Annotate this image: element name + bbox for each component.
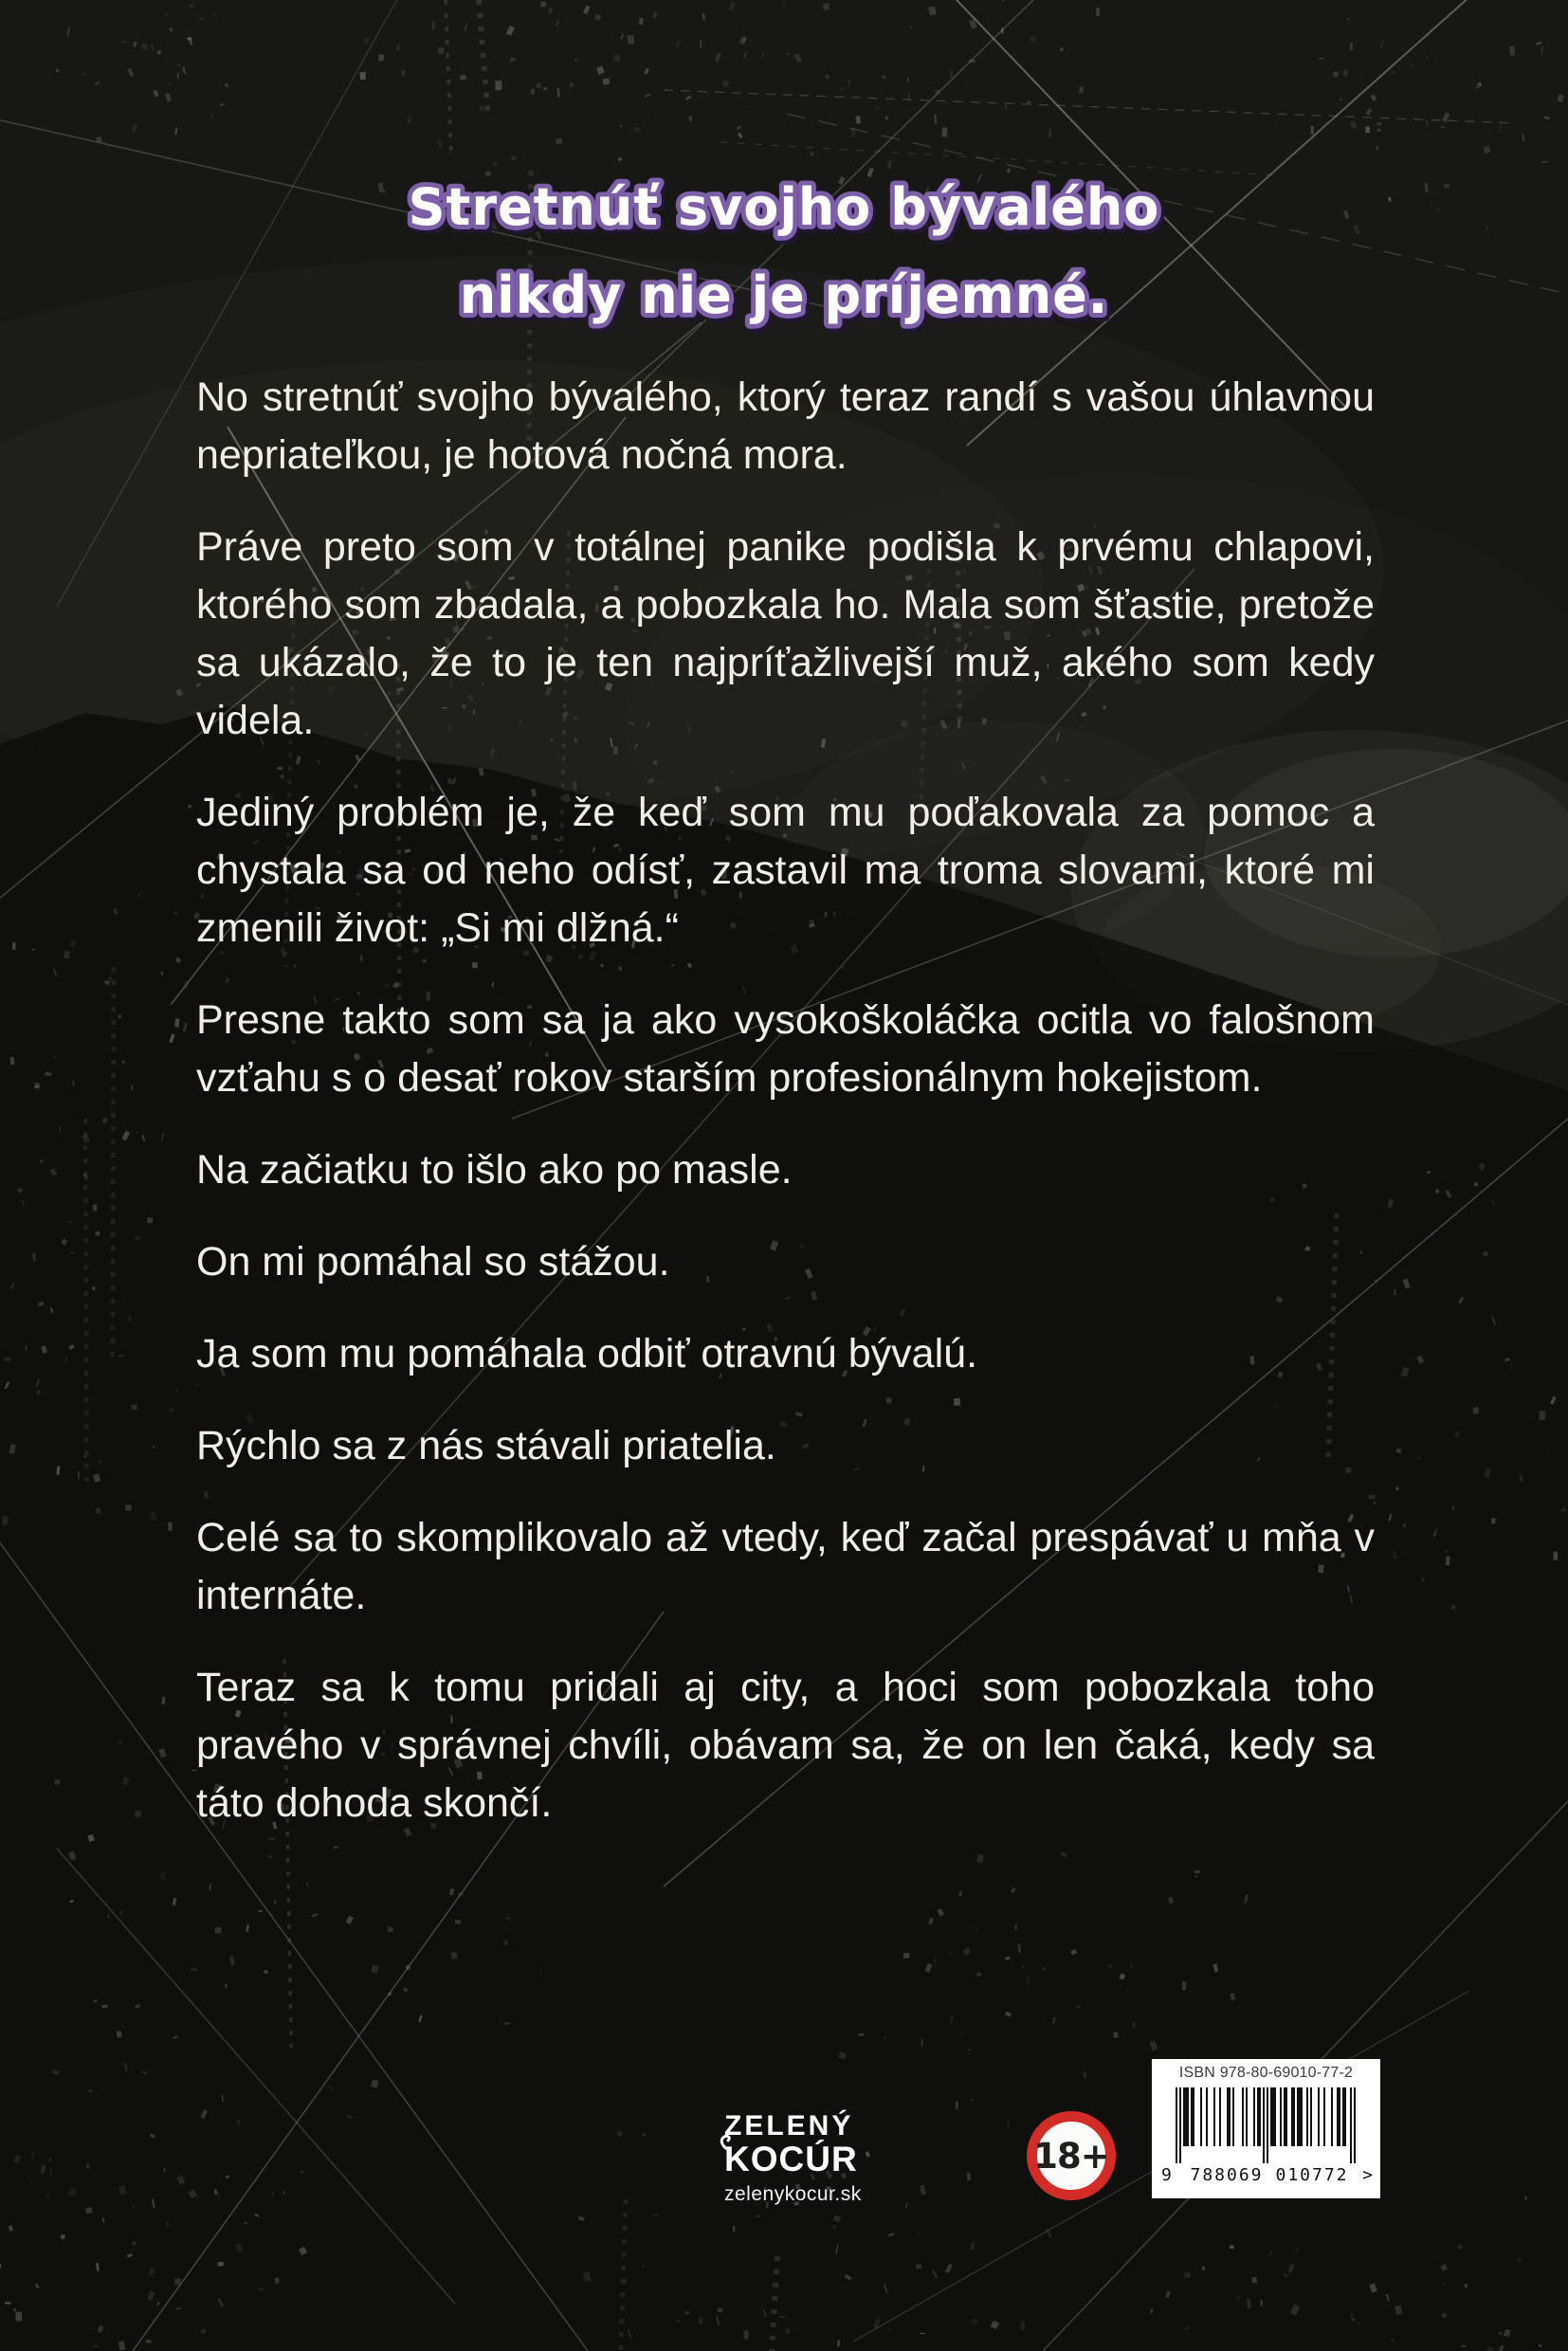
blurb-paragraph: Práve preto som v totálnej panike podišla k prvému chlapovi, ktorého som zbadala, a pobozkala ho. Mala som šťastie, pretože sa ukázalo, že to je ten najpríťažlivejší muž, akého som kedy videla.	[196, 524, 1375, 743]
blurb-paragraph: No stretnúť svojho bývalého, ktorý teraz randí s vašou úhlavnou nepriateľkou, je hotová nočná mora.	[196, 374, 1375, 478]
blurb-paragraph: Celé sa to skomplikovalo až vtedy, keď začal prespávať u mňa v internáte.	[196, 1515, 1375, 1618]
isbn-box	[1152, 2059, 1380, 2198]
barcode	[1161, 2082, 1371, 2192]
blurb-paragraph: Presne takto som sa ja ako vysokoškoláčka ocitla vo falošnom vzťahu s o desať rokov starším profesionálnym hokejistom.	[196, 997, 1375, 1101]
cat-tail-curl-icon	[718, 2133, 735, 2152]
publisher-name-line2	[724, 2141, 866, 2177]
barcode-digits-group1: 788069	[1190, 2165, 1264, 2185]
blurb-paragraph: Na začiatku to išlo ako po masle.	[196, 1147, 793, 1193]
barcode-end-mark: >	[1362, 2165, 1373, 2185]
age-rating-badge	[1027, 2111, 1116, 2200]
publisher-name-line1: ZELENÝ	[724, 2110, 854, 2141]
blurb-paragraph: Rýchlo sa z nás stávali priatelia.	[196, 1423, 776, 1468]
publisher-name-text: KOCÚR	[724, 2140, 858, 2178]
isbn-label: ISBN 978-80-69010-77-2	[1178, 2065, 1354, 2081]
barcode-digits-group2: 010772	[1275, 2165, 1349, 2185]
barcode-digit-first: 9	[1161, 2165, 1172, 2185]
barcode-digits	[1161, 2165, 1371, 2188]
headline-line-1: Stretnúť svojho bývalého	[408, 177, 1160, 237]
headline	[0, 0, 1568, 398]
publisher-logo	[724, 2112, 866, 2206]
age-rating-label: 18+	[1033, 2135, 1109, 2177]
headline-line-2: nikdy nie je príjemné.	[459, 265, 1109, 325]
blurb-text	[196, 369, 1375, 1867]
blurb-paragraph: Teraz sa k tomu pridali aj city, a hoci som pobozkala toho pravého v správnej chvíli, obávam sa, že on len čaká, kedy sa táto dohoda skončí.	[196, 1665, 1375, 1826]
blurb-paragraph: Jediný problém je, že keď som mu poďakovala za pomoc a chystala sa od neho odísť, zastavil ma troma slovami, ktoré mi zmenili život: „Si mi dlžná.“	[196, 790, 1375, 951]
blurb-paragraph: Ja som mu pomáhala odbiť otravnú bývalú.	[196, 1331, 978, 1376]
publisher-website: zelenykocur.sk	[724, 2183, 862, 2205]
blurb-paragraph: On mi pomáhal so stážou.	[196, 1239, 670, 1285]
